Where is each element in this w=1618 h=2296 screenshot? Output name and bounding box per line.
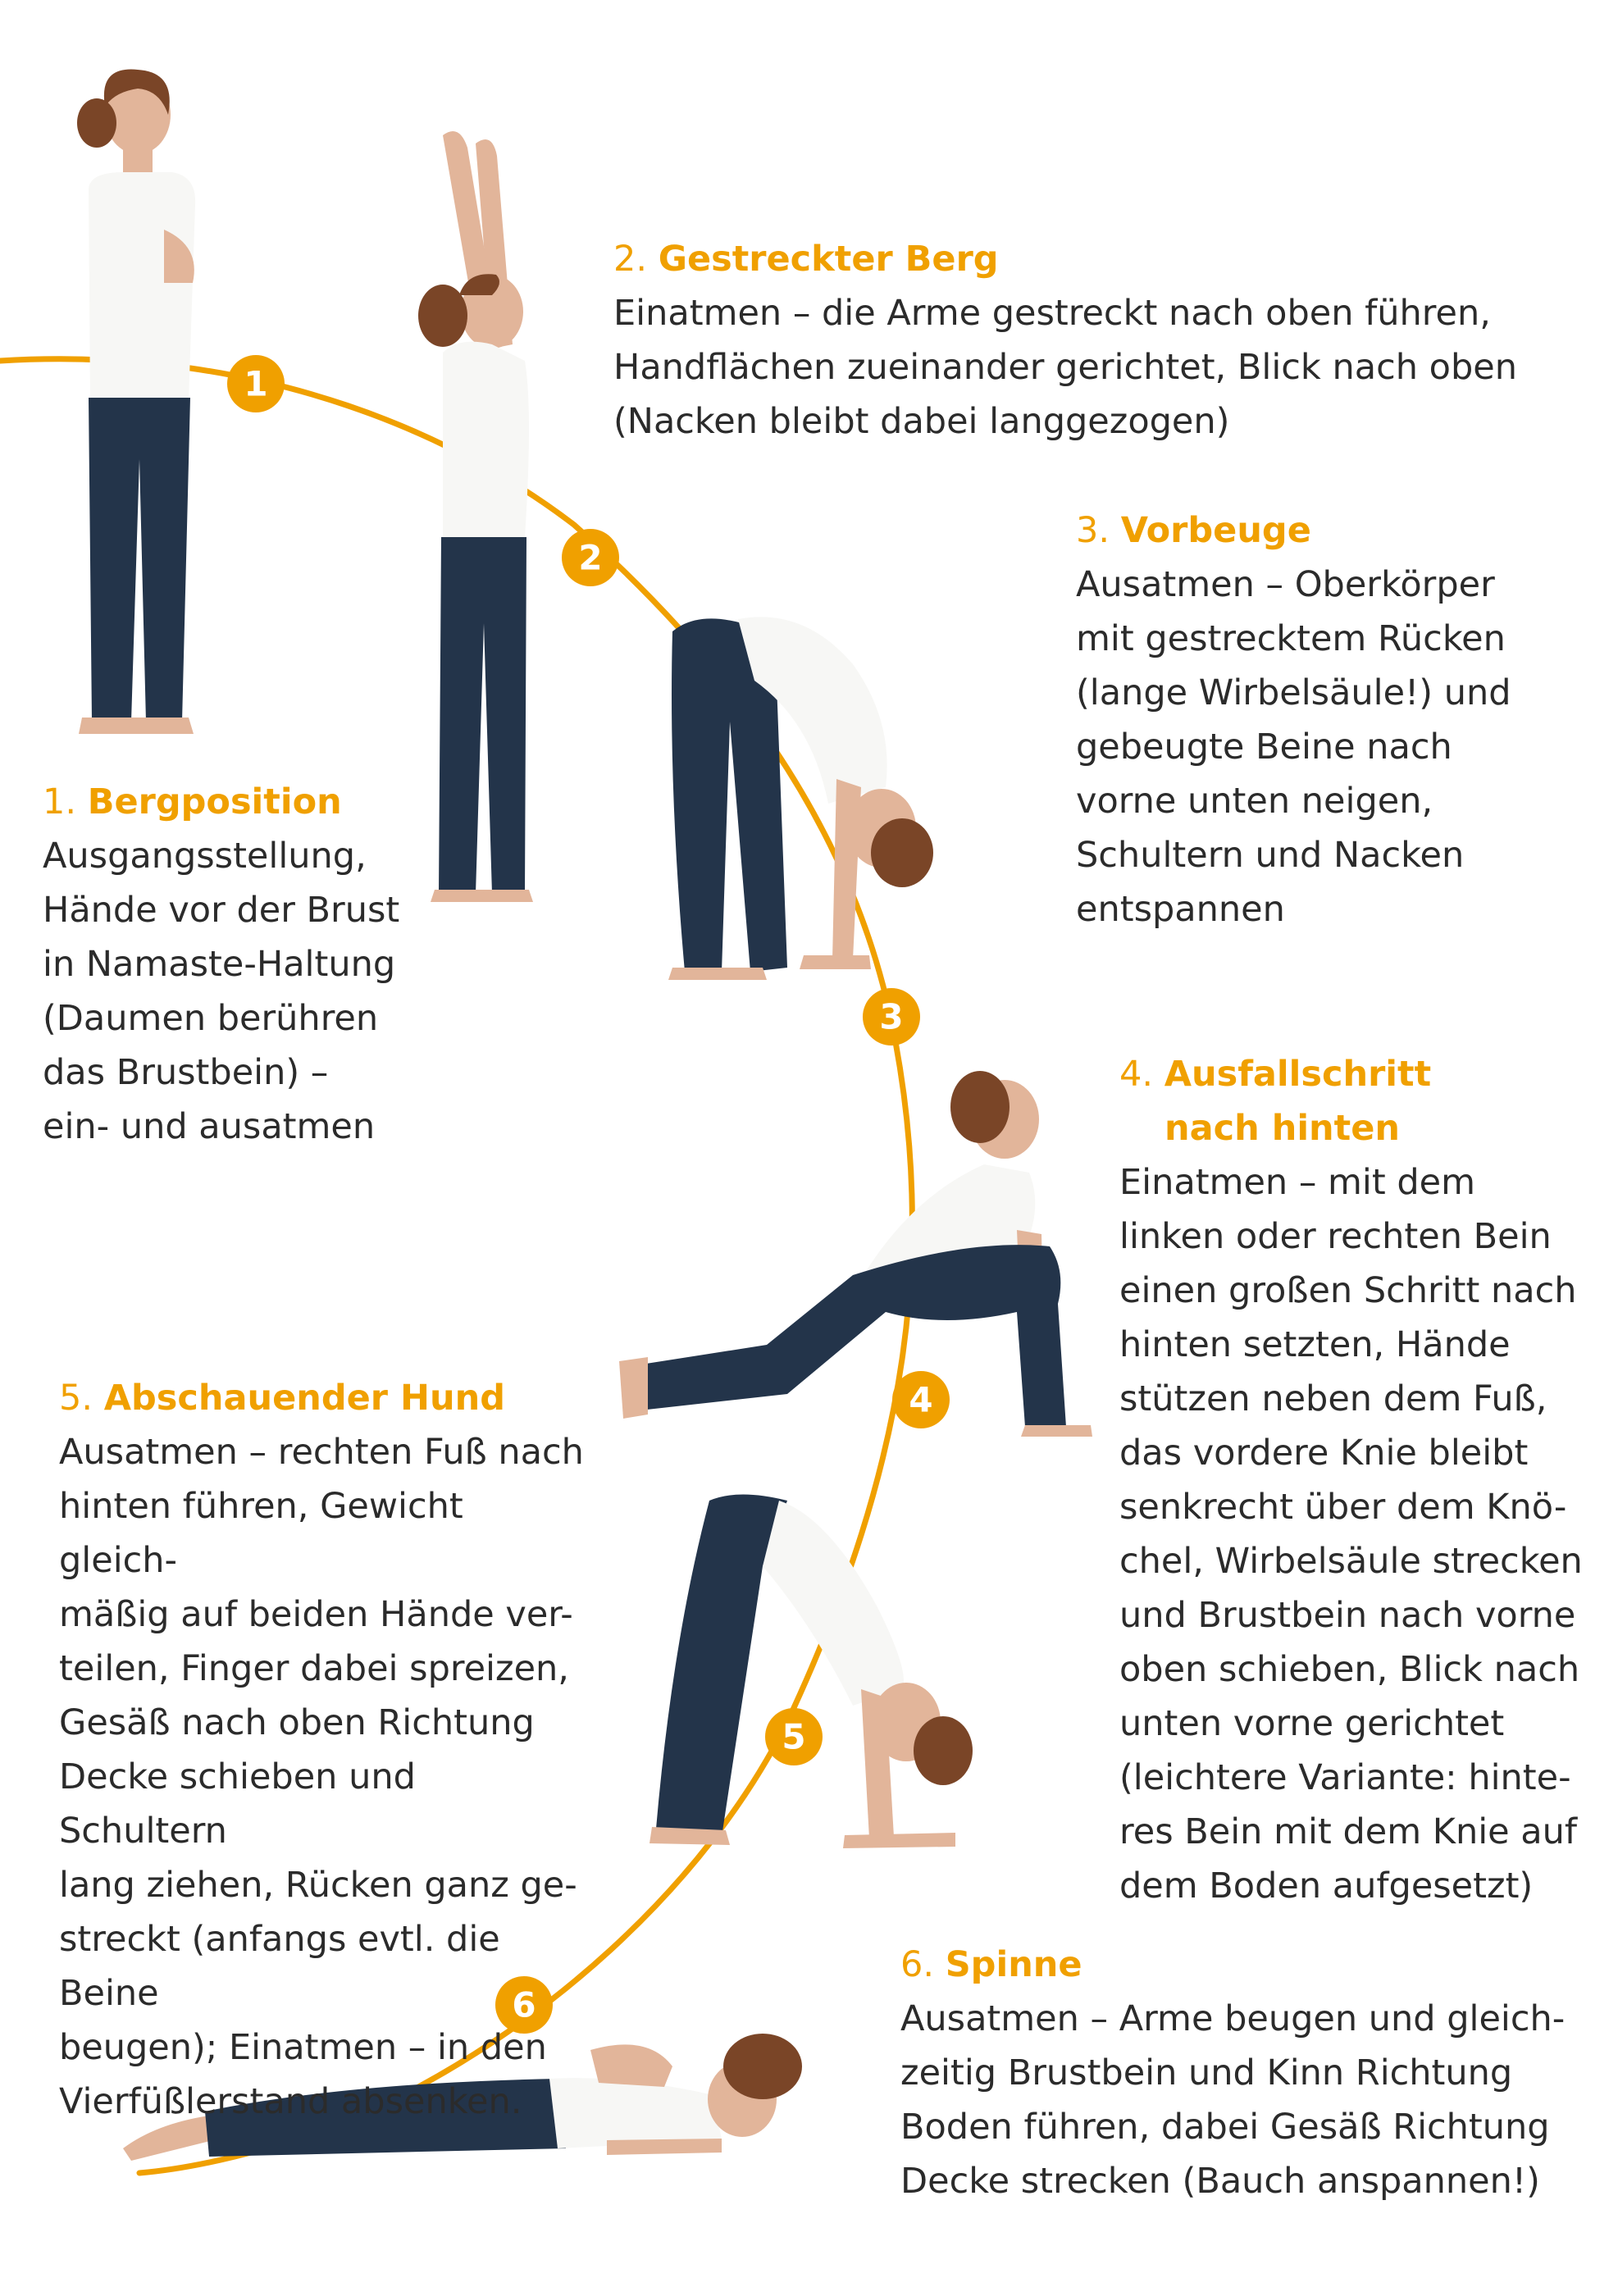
svg-text:6: 6 — [512, 1984, 536, 2025]
step-4-title-line2: nach hinten — [1165, 1108, 1400, 1149]
svg-text:2: 2 — [578, 537, 603, 578]
step-badge-1 — [227, 355, 285, 412]
step-4-heading — [1119, 1047, 1595, 1155]
step-4-number: 4. — [1119, 1054, 1154, 1095]
svg-text:4: 4 — [909, 1379, 933, 1420]
step-badge-3 — [863, 988, 920, 1046]
step-3-title: Vorbeuge — [1120, 510, 1311, 551]
step-3-number: 3. — [1076, 510, 1110, 551]
step-5-heading — [59, 1371, 584, 1425]
step-6-heading — [900, 1938, 1573, 1992]
step-badge-5 — [765, 1708, 823, 1765]
step-5-description: Ausatmen – rechten Fuß nach hinten führen, Gewicht gleich- mäßig auf beiden Hände ver- teilen, Finger dabei spreizen, Gesäß nach oben Richtung Decke schieben und Schultern lang ziehen, Rücken ganz ge- streckt (anfangs evtl. die Beine beugen); Einatmen – in den Vierfüßlerstand absenken. — [59, 1432, 584, 2122]
step-1-heading — [43, 775, 453, 829]
step-2-number: 2. — [613, 239, 648, 280]
step-1-number: 1. — [43, 781, 77, 822]
step-4-title-line1: Ausfallschritt — [1164, 1054, 1432, 1095]
step-5-block — [59, 1371, 584, 2129]
step-3-heading — [1076, 503, 1568, 558]
step-badge-2 — [562, 529, 619, 586]
step-4-description: Einatmen – mit dem linken oder rechten Bein einen großen Schritt nach hinten setzten, Hände stützen neben dem Fuß, das vordere Knie bleibt senkrecht über dem Knö- chel, Wirbelsäule strecken und Brustbein nach vorne oben schieben, Blick nach unten vorne gerichtet (leichtere Variante: hinte- res Bein mit dem Knie auf dem Boden aufgesetzt) — [1119, 1162, 1583, 1906]
step-6-block — [900, 1938, 1573, 2208]
svg-text:1: 1 — [244, 363, 268, 404]
step-6-title: Spinne — [945, 1944, 1082, 1985]
step-1-block — [43, 775, 453, 1154]
step-6-description: Ausatmen – Arme beugen und gleich- zeitig Brustbein und Kinn Richtung Boden führen, dabei Gesäß Richtung Decke strecken (Bauch anspannen!) — [900, 1998, 1566, 2202]
step-4-block — [1119, 1047, 1595, 1913]
step-2-description: Einatmen – die Arme gestreckt nach oben führen, Handflächen zueinander gerichtet, Blick nach oben (Nacken bleibt dabei langgezogen) — [613, 293, 1517, 442]
step-2-block — [613, 232, 1532, 449]
svg-text:3: 3 — [879, 996, 904, 1037]
step-2-heading — [613, 232, 1532, 286]
step-1-title: Bergposition — [87, 781, 342, 822]
step-badge-4 — [892, 1371, 950, 1428]
step-5-number: 5. — [59, 1378, 93, 1419]
step-3-block — [1076, 503, 1568, 936]
step-3-description: Ausatmen – Oberkörper mit gestrecktem Rücken (lange Wirbelsäule!) und gebeugte Beine nach vorne unten neigen, Schultern und Nacken entspannen — [1076, 564, 1511, 930]
step-1-description: Ausgangsstellung, Hände vor der Brust in Namaste-Haltung (Daumen berühren das Brustbein) – ein- und ausatmen — [43, 836, 400, 1147]
pose-figure-4 — [619, 1071, 1092, 1437]
step-6-number: 6. — [900, 1944, 935, 1985]
svg-text:5: 5 — [782, 1716, 806, 1757]
pose-figure-3 — [668, 617, 933, 980]
step-5-title: Abschauender Hund — [103, 1378, 505, 1419]
pose-figure-1 — [77, 70, 195, 734]
step-2-title: Gestreckter Berg — [658, 239, 999, 280]
